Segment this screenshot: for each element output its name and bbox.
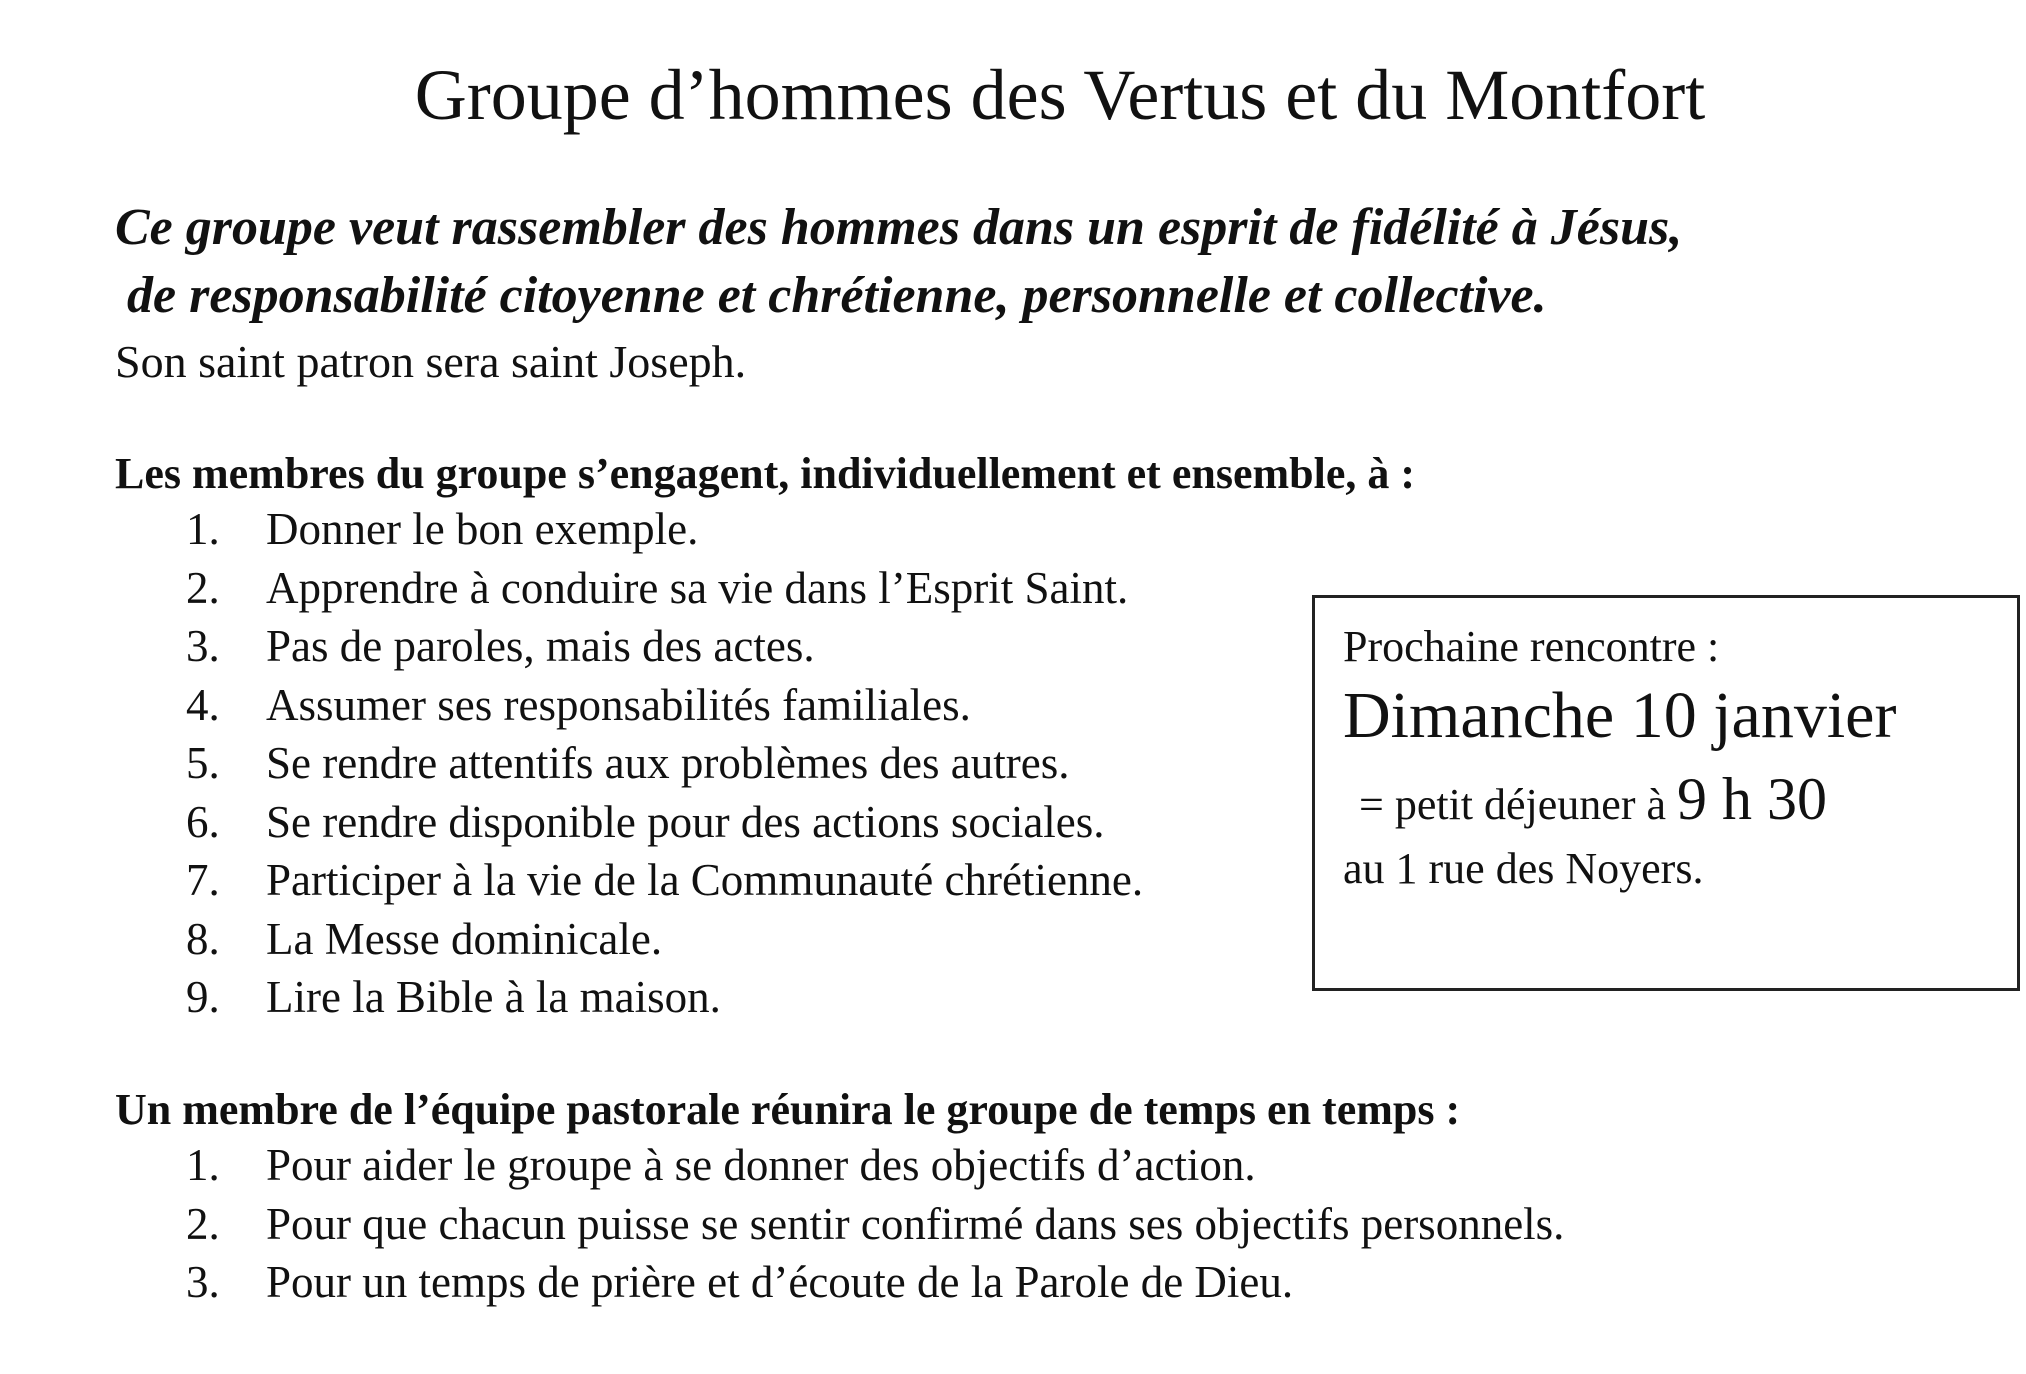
breakfast-time: 9 h 30 <box>1677 766 1828 832</box>
intro-line-1: Ce groupe veut rassembler des hommes dans un esprit de fidélité à Jésus, <box>115 199 1683 256</box>
list-item-number: 2. <box>186 1198 220 1249</box>
intro-line-2: de responsabilité citoyenne et chrétienne, personnelle et collective. <box>127 267 1547 324</box>
list-item-number: 8. <box>186 913 220 964</box>
list-item-text: Lire la Bible à la maison. <box>266 972 721 1022</box>
next-meeting-date: Dimanche 10 janvier <box>1343 679 1897 752</box>
list-item <box>186 968 1143 1027</box>
list-item <box>186 1253 1564 1312</box>
list-item-text: Participer à la vie de la Communauté chrétienne. <box>266 855 1144 905</box>
list-item-text: Assumer ses responsabilités familiales. <box>266 679 971 730</box>
list-item-text: La Messe dominicale. <box>266 913 663 964</box>
list-item <box>186 734 1143 793</box>
list-item <box>186 1195 1564 1254</box>
list-item-number: 3. <box>186 621 220 671</box>
list-item <box>186 851 1143 910</box>
list-item-number: 3. <box>186 1257 220 1307</box>
list-item <box>186 910 1143 969</box>
list-item <box>186 676 1143 735</box>
list-item <box>186 500 1143 559</box>
list-item-text: Pour un temps de prière et d’écoute de la Parole de Dieu. <box>266 1257 1294 1307</box>
list-item-text: Se rendre attentifs aux problèmes des autres. <box>266 738 1070 788</box>
list-item <box>186 793 1143 852</box>
list-item-text: Apprendre à conduire sa vie dans l’Esprit Saint. <box>266 562 1129 613</box>
list-item-number: 1. <box>186 504 220 554</box>
intro-statement <box>115 194 1682 330</box>
list-item-number: 2. <box>186 562 220 613</box>
list-item-text: Pour aider le groupe à se donner des objectifs d’action. <box>266 1140 1256 1190</box>
pastoral-list <box>186 1136 1564 1312</box>
list-item-text: Pour que chacun puisse se sentir confirmé dans ses objectifs personnels. <box>266 1198 1565 1249</box>
list-item <box>186 617 1143 676</box>
list-item-number: 5. <box>186 738 220 788</box>
pastoral-heading: Un membre de l’équipe pastorale réunira le groupe de temps en temps : <box>115 1085 1461 1134</box>
list-item-number: 7. <box>186 855 220 905</box>
list-item <box>186 559 1143 618</box>
commitments-list <box>186 500 1143 1027</box>
next-meeting-box <box>1312 595 2020 991</box>
list-item-number: 9. <box>186 972 220 1022</box>
next-meeting-label: Prochaine rencontre : <box>1343 622 1720 671</box>
list-item-number: 6. <box>186 796 220 847</box>
list-item <box>186 1136 1564 1195</box>
list-item-text: Donner le bon exemple. <box>266 504 699 554</box>
list-item-text: Se rendre disponible pour des actions sociales. <box>266 796 1105 847</box>
next-meeting-breakfast <box>1359 764 1827 840</box>
list-item-number: 4. <box>186 679 220 730</box>
commitments-heading: Les membres du groupe s’engagent, individuellement et ensemble, à : <box>115 449 1415 498</box>
list-item-number: 1. <box>186 1140 220 1190</box>
patron-statement: Son saint patron sera saint Joseph. <box>115 336 747 387</box>
breakfast-prefix: = petit déjeuner à <box>1359 780 1667 829</box>
page-title: Groupe d’hommes des Vertus et du Montfort <box>414 55 1706 135</box>
next-meeting-address: au 1 rue des Noyers. <box>1343 844 1704 893</box>
list-item-text: Pas de paroles, mais des actes. <box>266 621 815 671</box>
